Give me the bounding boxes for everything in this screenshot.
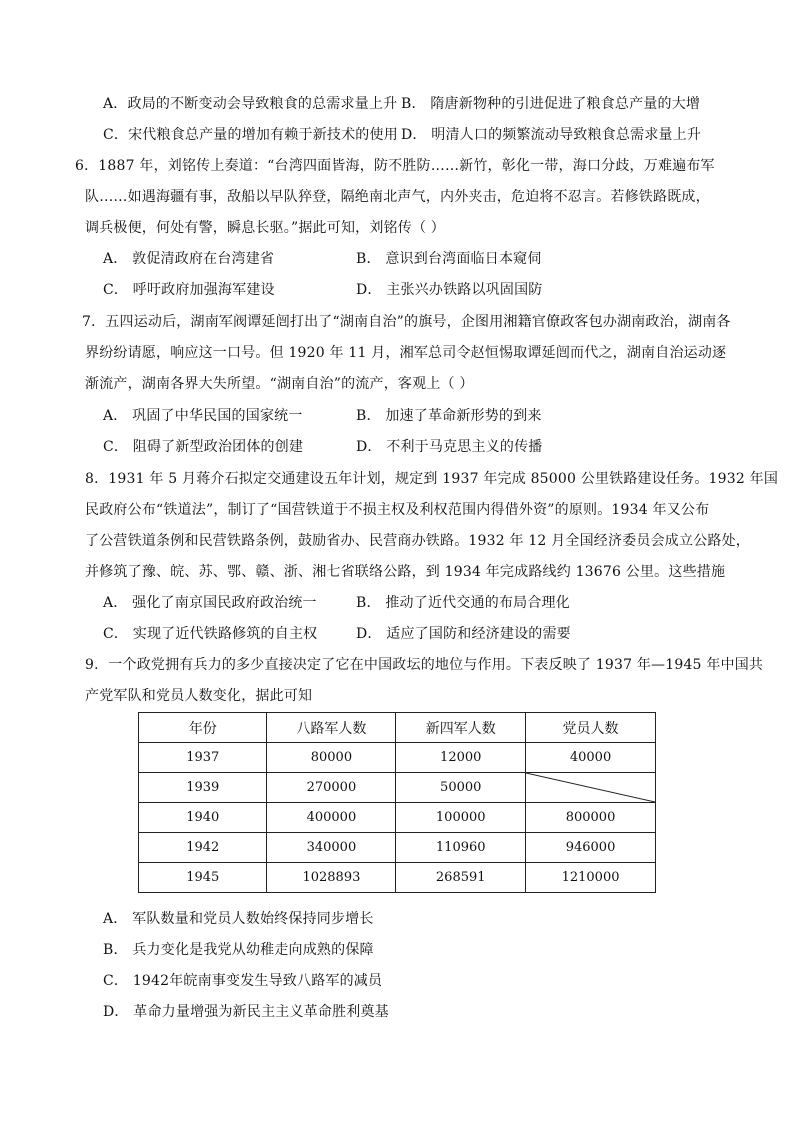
table-cell-diagonal-empty: [526, 773, 656, 803]
diagonal-line: [526, 773, 655, 802]
q7-option-c[interactable]: C． 阻碍了新型政治团体的创建: [103, 439, 304, 455]
table-cell: 1940: [139, 803, 267, 833]
q5-option-b[interactable]: B． 隋唐新物种的引进促进了粮食总产量的大增: [401, 96, 701, 112]
q8-option-a[interactable]: A． 强化了南京国民政府政治统一: [103, 595, 317, 611]
q8-stem-line-4: 并修筑了豫、皖、苏、鄂、赣、浙、湘七省联络公路，到 1934 年完成路线约 13676 公里。这些措施: [85, 564, 726, 580]
q7-option-a[interactable]: A． 巩固了中华民国的国家统一: [103, 408, 303, 424]
q5-option-c[interactable]: C．宋代粮食总产量的增加有赖于新技术的使用: [103, 127, 398, 143]
q6-stem-line-1: 6．1887 年，刘铭传上奏道：“台湾四面皆海，防不胜防……新竹，彰化一带，海口分歧，万难遍布军: [75, 158, 715, 174]
q9-stem-line-1: 9．一个政党拥有兵力的多少直接决定了它在中国政坛的地位与作用。下表反映了 1937 年—1945 年中国共: [85, 657, 764, 673]
table-cell: 100000: [396, 803, 526, 833]
table-row: [139, 773, 656, 803]
table-row: [139, 833, 656, 863]
party-army-table: [138, 712, 656, 893]
table-cell: 1942: [139, 833, 267, 863]
q7-stem-line-1: 7．五四运动后，湖南军阀谭延闿打出了“湖南自治”的旗号，企图用湘籍官僚政客包办湖南政治，湖南各: [82, 314, 731, 330]
table-cell: 50000: [396, 773, 526, 803]
q7-option-b[interactable]: B． 加速了革命新形势的到来: [356, 408, 542, 424]
table-header-cell: 年份: [139, 713, 267, 743]
table-row: [139, 803, 656, 833]
table-cell: 800000: [526, 803, 656, 833]
table-cell: 400000: [267, 803, 396, 833]
table-cell: 1945: [139, 863, 267, 893]
table-cell: 110960: [396, 833, 526, 863]
q9-option-b[interactable]: B． 兵力变化是我党从幼稚走向成熟的保障: [103, 942, 374, 958]
q6-stem-line-3: 调兵极便，何处有警，瞬息长驱。”据此可知，刘铭传（ ）: [85, 220, 446, 236]
q7-stem-line-2: 界纷纷请愿，响应这一口号。但 1920 年 11 月，湘军总司令赵恒惕取谭延闿而代之，湖南自治运动逐: [85, 345, 727, 361]
q6-option-c[interactable]: C． 呼吁政府加强海军建设: [103, 282, 275, 298]
q8-stem-line-3: 了公营铁道条例和民营铁路条例，鼓励省办、民营商办铁路。1932 年 12 月全国经济委员会成立公路处，: [85, 533, 750, 549]
table-row: [139, 743, 656, 773]
table-row: [139, 863, 656, 893]
table-header-row: [139, 713, 656, 743]
table-cell: 340000: [267, 833, 396, 863]
table-cell: 270000: [267, 773, 396, 803]
table-cell: 268591: [396, 863, 526, 893]
q9-option-c[interactable]: C． 1942年皖南事变发生导致八路军的减员: [103, 973, 383, 989]
q7-stem-line-3: 渐流产，湖南各界大失所望。“湖南自治”的流产，客观上（ ）: [85, 376, 474, 392]
q9-option-d[interactable]: D． 革命力量增强为新民主主义革命胜利奠基: [103, 1004, 389, 1020]
q5-option-d[interactable]: D． 明清人口的频繁流动导致粮食总需求量上升: [401, 127, 702, 143]
q8-option-d[interactable]: D． 适应了国防和经济建设的需要: [356, 626, 571, 642]
table-header-cell: 新四军人数: [396, 713, 526, 743]
q9-option-a[interactable]: A． 军队数量和党员人数始终保持同步增长: [103, 911, 374, 927]
table-cell: 1939: [139, 773, 267, 803]
q6-option-a[interactable]: A． 敦促清政府在台湾建省: [103, 251, 275, 267]
q9-stem-line-2: 产党军队和党员人数变化，据此可知: [85, 688, 313, 704]
table-cell: 12000: [396, 743, 526, 773]
table-cell: 1937: [139, 743, 267, 773]
table-header-cell: 八路军人数: [267, 713, 396, 743]
table-cell: 1028893: [267, 863, 396, 893]
q8-option-c[interactable]: C． 实现了近代铁路修筑的自主权: [103, 626, 318, 642]
q6-option-b[interactable]: B． 意识到台湾面临日本窥伺: [356, 251, 542, 267]
q6-stem-line-2: 队……如遇海疆有事，敌船以早队猝登，隔绝南北声气，内外夹击，危迫将不忍言。若修铁路既成，: [85, 189, 710, 205]
table-cell: 1210000: [526, 863, 656, 893]
q6-option-d[interactable]: D． 主张兴办铁路以巩固国防: [356, 282, 543, 298]
table-cell: 40000: [526, 743, 656, 773]
q7-option-d[interactable]: D． 不利于马克思主义的传播: [356, 439, 543, 455]
q5-option-a[interactable]: A．政局的不断变动会导致粮食的总需求量上升: [103, 96, 398, 112]
q8-option-b[interactable]: B． 推动了近代交通的布局合理化: [356, 595, 570, 611]
q8-stem-line-2: 民政府公布“铁道法”，制订了“国营铁道于不损主权及利权范围内得借外资”的原则。1934 年又公布: [85, 502, 710, 518]
table-cell: 80000: [267, 743, 396, 773]
table-header-cell: 党员人数: [526, 713, 656, 743]
table-cell: 946000: [526, 833, 656, 863]
q8-stem-line-1: 8．1931 年 5 月蒋介石拟定交通建设五年计划，规定到 1937 年完成 85000 公里铁路建设任务。1932 年国: [85, 471, 779, 487]
